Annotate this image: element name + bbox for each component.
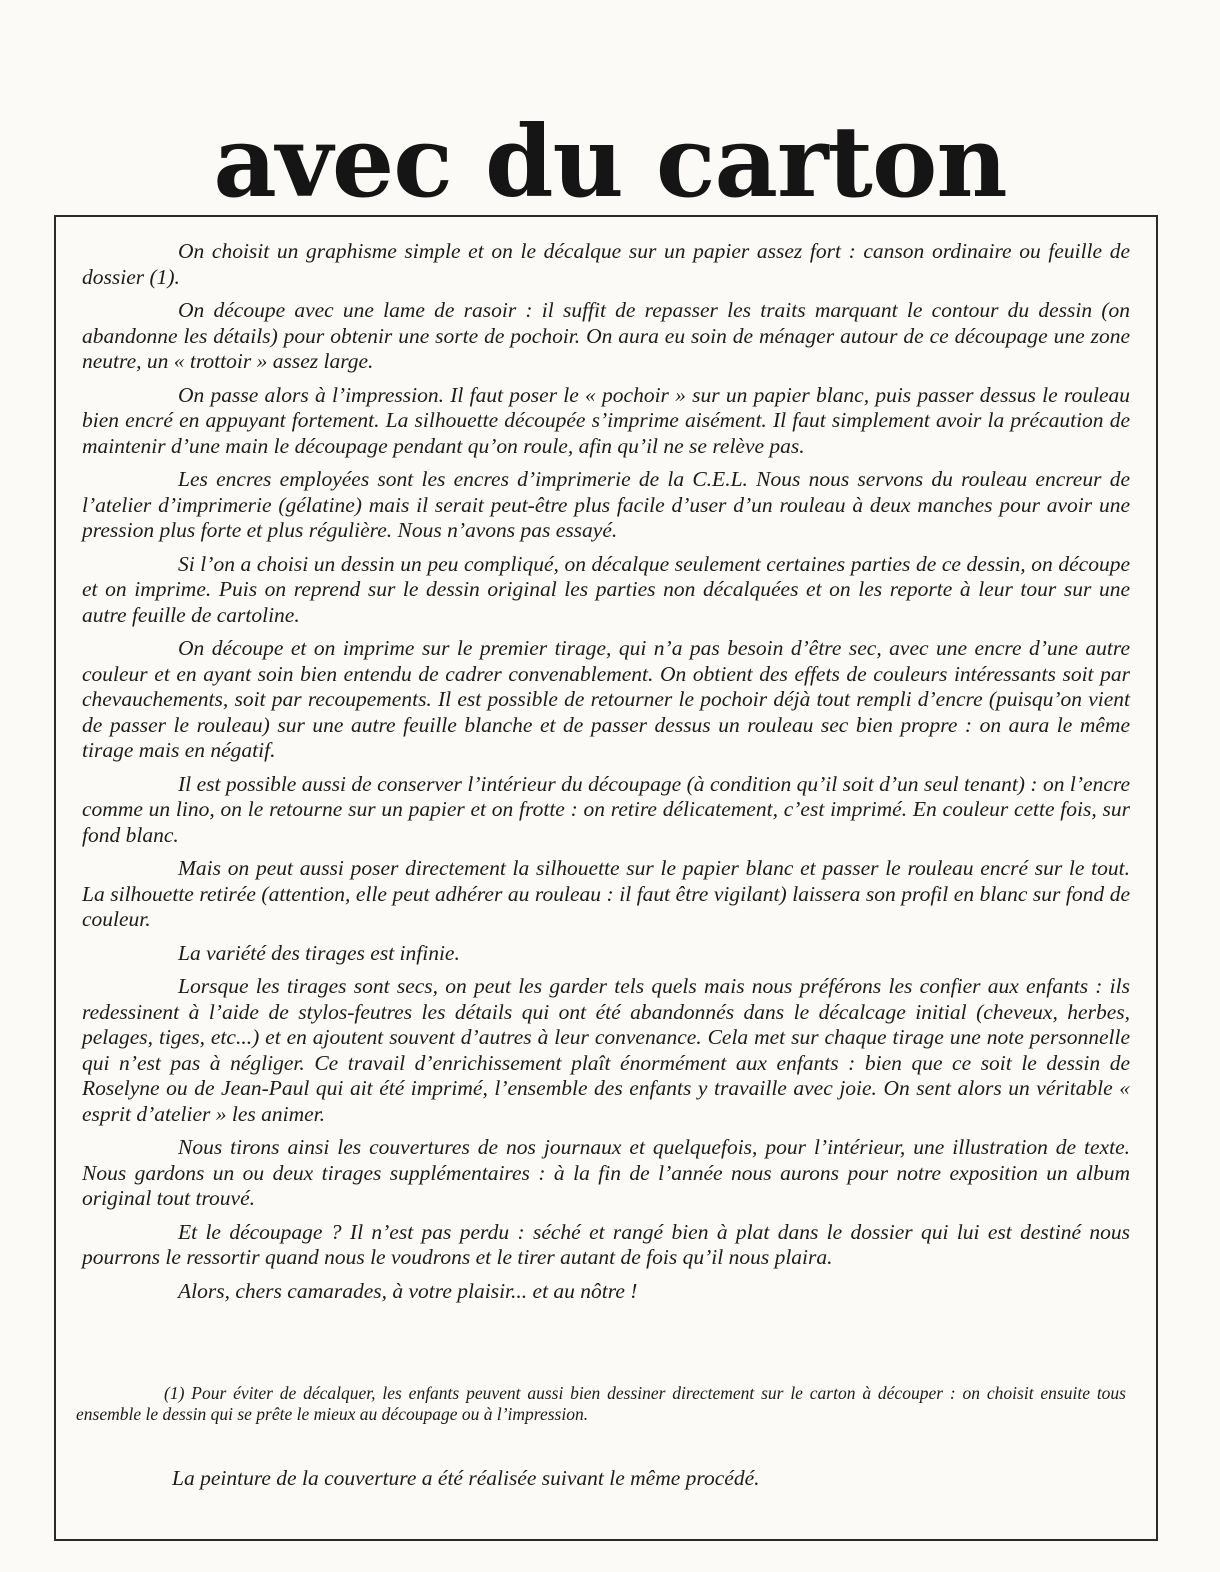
paragraph-3: On passe alors à l’impression. Il faut poser le « pochoir » sur un papier blanc, puis passer dessus le rouleau bien encré en appuyant fortement. La silhouette découpée s’imprime aisément. Il faut simplement avoir la précaution de maintenir d’une main le découpage pendant qu’on roule, afin qu’il ne se relève pas. bbox=[82, 382, 1130, 458]
paragraph-5: Si l’on a choisi un dessin un peu compliqué, on décalque seulement certaines parties de ce dessin, on découpe et on imprime. Puis on reprend sur le dessin original les parties non décalquées et on les reporte à leur tour sur une autre feuille de cartoline. bbox=[82, 551, 1130, 627]
cover-note: La peinture de la couverture a été réalisée suivant le même procédé. bbox=[172, 1466, 760, 1490]
paragraph-11: Nous tirons ainsi les couvertures de nos journaux et quelquefois, pour l’intérieur, une illustration de texte. Nous gardons un ou deux tirages supplémentaires : à la fin de l’année nous aurons pour notre exposition un album original tout trouvé. bbox=[82, 1135, 1130, 1210]
paragraph-9: La variété des tirages est infinie. bbox=[178, 940, 460, 965]
paragraph-8: Mais on peut aussi poser directement la silhouette sur le papier blanc et passer le rouleau encré sur le tout. La silhouette retirée (attention, elle peut adhérer au rouleau : il faut être vigilant) laissera son profil en blanc sur fond de couleur. bbox=[82, 856, 1130, 931]
paragraph-7: Il est possible aussi de conserver l’intérieur du découpage (à condition qu’il soit d’un seul tenant) : on l’encre comme un lino, on le retourne sur un papier et on frotte : on retire délicatement, c’est imprimé. En couleur cette fois, sur fond blanc. bbox=[82, 771, 1130, 847]
paragraph-1: On choisit un graphisme simple et on le décalque sur un papier assez fort : canson ordinaire ou feuille de dossier (1). bbox=[82, 239, 1130, 289]
paragraph-2: On découpe avec une lame de rasoir : il suffit de repasser les traits marquant le contour du dessin (on abandonne les détails) pour obtenir une sorte de pochoir. On aura eu soin de ménager autour de ce découpage une zone neutre, un « trottoir » assez large. bbox=[82, 298, 1130, 373]
paragraph-6: On découpe et on imprime sur le premier tirage, qui n’a pas besoin d’être sec, avec une encre d’une autre couleur et en ayant soin bien entendu de cadrer convenablement. On obtient des effets de couleurs intéressants soit par chevauchements, soit par recoupements. Il est possible de retourner le pochoir déjà tout rempli d’encre (puisqu’on vient de passer le rouleau) sur une autre feuille blanche et de passer dessus un rouleau sec bien propre : on aura le même tirage mais en négatif. bbox=[82, 636, 1130, 762]
article-body bbox=[82, 239, 1130, 1312]
page-title: avec du carton bbox=[213, 105, 1007, 220]
footnote: (1) Pour éviter de décalquer, les enfants peuvent aussi bien dessiner directement sur le carton à découper : on choisit ensuite tous ensemble le dessin qui se prête le mieux au découpage ou à l’impression. bbox=[76, 1383, 1126, 1424]
paragraph-13: Alors, chers camarades, à votre plaisir... et au nôtre ! bbox=[178, 1278, 638, 1303]
text-frame bbox=[54, 215, 1158, 1541]
paragraph-4: Les encres employées sont les encres d’imprimerie de la C.E.L. Nous nous servons du rouleau encreur de l’atelier d’imprimerie (gélatine) mais il serait peut-être plus facile d’user d’un rouleau à deux manches pour avoir une pression plus forte et plus régulière. Nous n’avons pas essayé. bbox=[82, 467, 1130, 542]
paragraph-12: Et le découpage ? Il n’est pas perdu : séché et rangé bien à plat dans le dossier qui lui est destiné nous pourrons le ressortir quand nous le voudrons et le tirer autant de fois qu’il nous plaira. bbox=[82, 1219, 1130, 1269]
paragraph-10: Lorsque les tirages sont secs, on peut les garder tels quels mais nous préférons les confier aux enfants : ils redessinent à l’aide de stylos-feutres les détails qui ont été abandonnés dans le décalcage initial (cheveux, herbes, pelages, tiges, etc...) et en ajoutent souvent d’autres à leur convenance. Cela met sur chaque tirage une note personnelle qui n’est pas à négliger. Ce travail d’enrichissement plaît énormément aux enfants : bien que ce soit le dessin de Roselyne ou de Jean-Paul qui ait été imprimé, l’ensemble des enfants y travaille avec joie. On sent alors un véritable « esprit d’atelier » les animer. bbox=[82, 974, 1130, 1126]
